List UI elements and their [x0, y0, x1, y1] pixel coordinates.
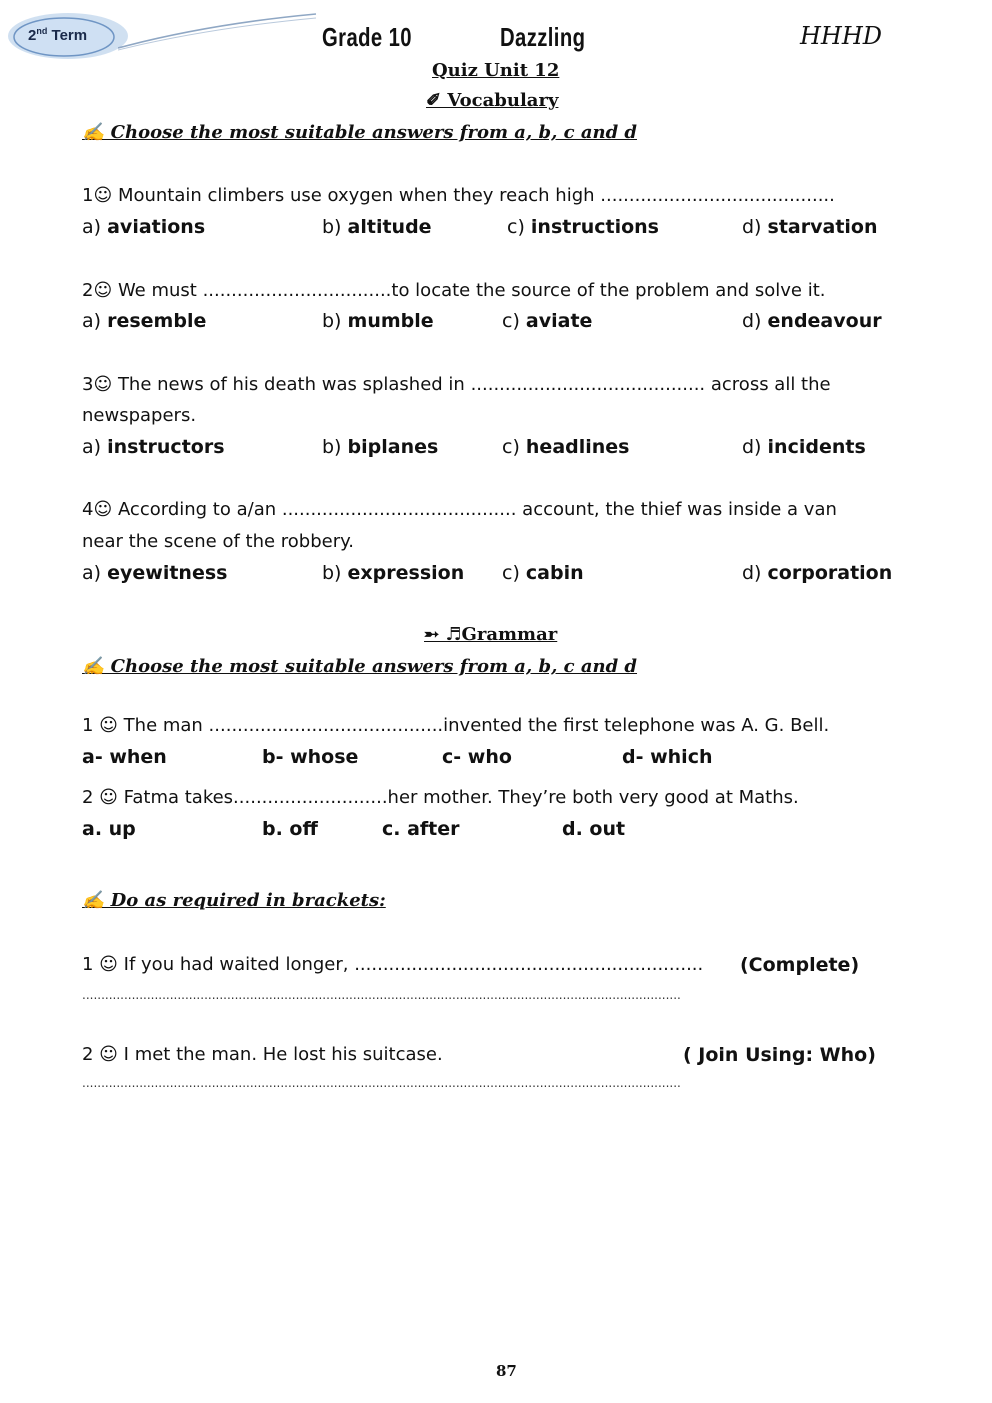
header-swoosh	[118, 10, 318, 52]
required-item-1-bracket: (Complete)	[740, 954, 860, 976]
vocab-q3-option-c[interactable]: c) headlines	[502, 436, 630, 458]
grammar-heading: ➵ ♬Grammar	[424, 624, 558, 645]
vocab-q2-option-b[interactable]: b) mumble	[322, 310, 434, 332]
vocab-q3-option-b[interactable]: b) biplanes	[322, 436, 439, 458]
vocab-q3-option-d[interactable]: d) incidents	[742, 436, 866, 458]
vocab-q1-option-b[interactable]: b) altitude	[322, 216, 432, 238]
vocab-q2-option-c[interactable]: c) aviate	[502, 310, 593, 332]
grammar-q2-option-a[interactable]: a. up	[82, 818, 136, 840]
vocab-question-1: 1☺ Mountain climbers use oxygen when they reach high .........................................	[82, 185, 835, 206]
vocab-q1-option-a[interactable]: a) aviations	[82, 216, 206, 238]
required-item-1: 1 ☺ If you had waited longer, .............................................................	[82, 954, 704, 975]
grade-label: Grade 10	[322, 22, 412, 52]
grammar-q2-option-b[interactable]: b. off	[262, 818, 318, 840]
grammar-q2-option-d[interactable]: d. out	[562, 818, 626, 840]
page-number: 87	[496, 1362, 517, 1380]
vocab-q4-option-d[interactable]: d) corporation	[742, 562, 893, 584]
required-item-2-bracket: ( Join Using: Who)	[683, 1044, 876, 1066]
required-item-1-answer-line[interactable]: .............................................................................................................................................................	[82, 988, 681, 1002]
vocab-q4-option-a[interactable]: a) eyewitness	[82, 562, 228, 584]
vocab-q2-option-a[interactable]: a) resemble	[82, 310, 207, 332]
grammar-q1-option-b[interactable]: b- whose	[262, 746, 359, 768]
grammar-q1-option-c[interactable]: c- who	[442, 746, 512, 768]
vocab-q1-option-c[interactable]: c) instructions	[507, 216, 659, 238]
vocab-question-3-line-1: 3☺ The news of his death was splashed in ......................................... across all the	[82, 374, 831, 395]
grammar-instruction: ✍ Choose the most suitable answers from a, b, c and d	[82, 656, 638, 677]
vocab-question-3-line-2: newspapers.	[82, 405, 197, 426]
grammar-question-2: 2 ☺ Fatma takes...........................her mother. They’re both very good at Maths.	[82, 787, 799, 808]
grammar-q1-option-d[interactable]: d- which	[622, 746, 713, 768]
grammar-q2-option-c[interactable]: c. after	[382, 818, 460, 840]
vocab-question-4-line-2: near the scene of the robbery.	[82, 531, 354, 552]
vocab-question-2: 2☺ We must .................................to locate the source of the problem and solve it.	[82, 280, 826, 301]
vocabulary-heading: ✐ Vocabulary	[426, 90, 559, 111]
required-instruction: ✍ Do as required in brackets:	[82, 890, 386, 911]
book-title: Dazzling	[500, 22, 586, 52]
quiz-title: Quiz Unit 12	[432, 60, 560, 81]
required-item-2: 2 ☺ I met the man. He lost his suitcase.	[82, 1044, 443, 1065]
vocab-question-4-line-1: 4☺ According to a/an ......................................... account, the thief was inside a van	[82, 499, 837, 520]
required-item-2-answer-line[interactable]: .............................................................................................................................................................	[82, 1076, 681, 1090]
vocab-q4-option-c[interactable]: c) cabin	[502, 562, 584, 584]
vocab-q2-option-d[interactable]: d) endeavour	[742, 310, 882, 332]
grammar-question-1: 1 ☺ The man .........................................invented the first telephone was A. G. Bell.	[82, 715, 830, 736]
term-label: 2nd Term	[28, 26, 88, 44]
vocab-q1-option-d[interactable]: d) starvation	[742, 216, 878, 238]
author-logo: HHHD	[800, 22, 883, 50]
vocab-q4-option-b[interactable]: b) expression	[322, 562, 465, 584]
vocabulary-instruction: ✍ Choose the most suitable answers from a, b, c and d	[82, 122, 638, 143]
vocab-q3-option-a[interactable]: a) instructors	[82, 436, 225, 458]
grammar-q1-option-a[interactable]: a- when	[82, 746, 167, 768]
